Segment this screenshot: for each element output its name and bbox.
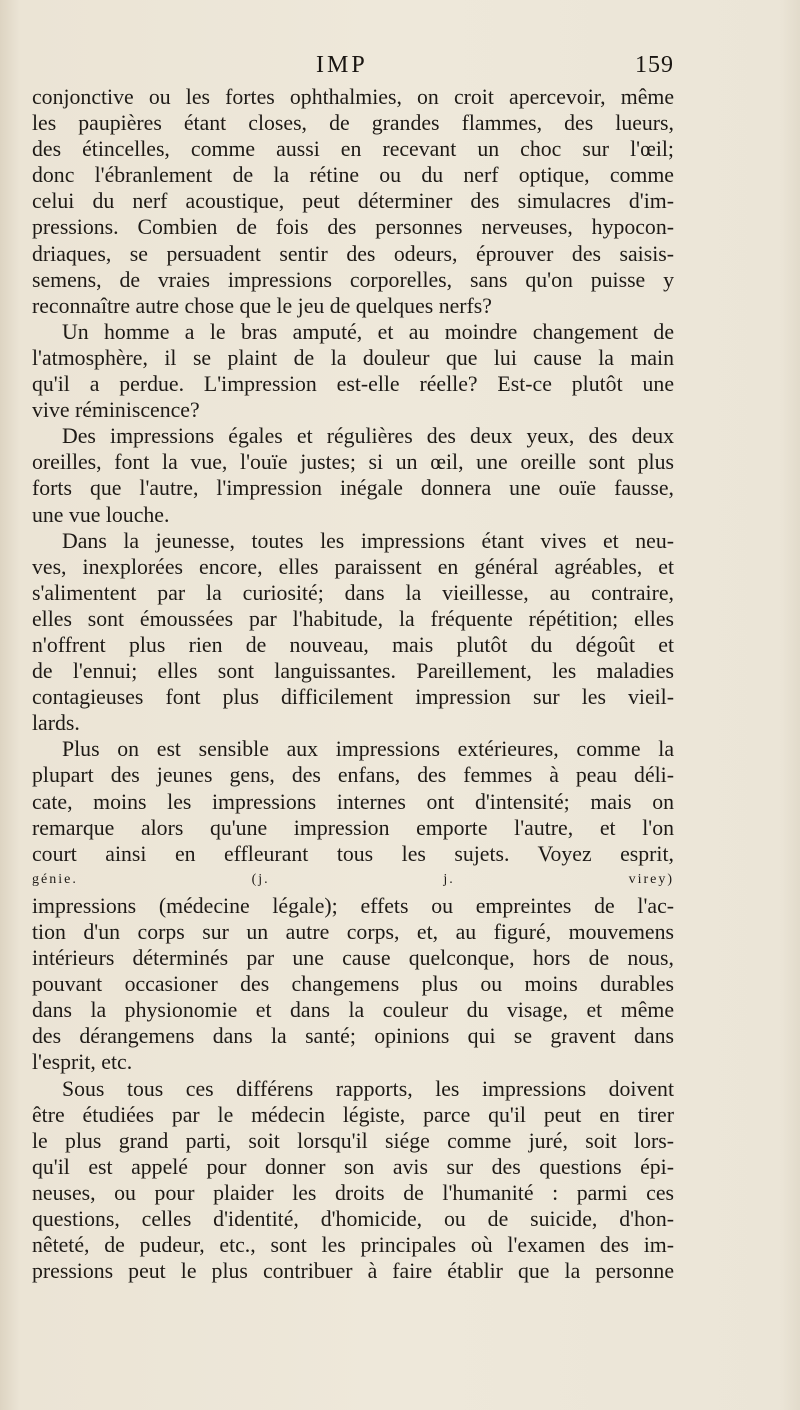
paragraph-start: Un homme a le bras amputé, et au moindre changement de [62, 319, 674, 344]
text-line: oreilles, font la vue, l'ouïe justes; si un œil, une oreille sont plus [32, 450, 674, 475]
paragraph-start: Dans la jeunesse, toutes les impressions étant vives et neu- [62, 528, 674, 553]
text-line: semens, de vraies impressions corporelles, sans qu'on puisse y [32, 267, 674, 292]
text-line: contagieuses font plus difficilement impression sur les vieil- [32, 685, 674, 710]
text-line: pouvant occasioner des changemens plus ou moins durables [32, 972, 674, 997]
text-line: cate, moins les impressions internes ont d'intensité; mais on [32, 789, 674, 814]
text-line: s'alimentent par la curiosité; dans la vieillesse, au contraire, [32, 580, 674, 605]
text-line: conjonctive ou les fortes ophthalmies, on croit apercevoir, même [32, 85, 674, 109]
text-line: dans la physionomie et dans la couleur du visage, et même [32, 998, 674, 1023]
text-line: court ainsi en effleurant tous les sujets. Voyez esprit, [32, 841, 674, 866]
text-line: donc l'ébranlement de la rétine ou du nerf optique, comme [32, 163, 674, 188]
text-line: neuses, ou pour plaider les droits de l'humanité : parmi ces [32, 1180, 674, 1205]
running-head [32, 52, 674, 84]
text-line: ves, inexplorées encore, elles paraissent en général agréables, et [32, 554, 674, 579]
text-line: forts que l'autre, l'impression inégale donnera une ouïe fausse, [32, 476, 674, 501]
paragraph-start: Des impressions égales et régulières des deux yeux, des deux [62, 424, 674, 449]
text-line: l'esprit, etc. [32, 1050, 133, 1075]
text-line: pressions. Combien de fois des personnes nerveuses, hypocon- [32, 215, 674, 240]
text-line: qu'il a perdue. L'impression est-elle réelle? Est-ce plutôt une [32, 372, 674, 397]
paragraph-start: Sous tous ces différens rapports, les impressions doivent [62, 1076, 674, 1101]
paragraph-start: Plus on est sensible aux impressions extérieures, comme la [62, 737, 674, 762]
text-line: vive réminiscence? [32, 398, 200, 423]
text-line: lards. [32, 711, 80, 736]
text-line: l'atmosphère, il se plaint de la douleur que lui cause la main [32, 345, 674, 370]
entry-head-line: impressions (médecine légale); effets ou empreintes de l'ac- [32, 893, 674, 918]
text-line: pressions peut le plus contribuer à faire établir que la personne [32, 1259, 674, 1284]
author-signature-line: génie. (j. j. virey) [32, 871, 674, 887]
text-line: celui du nerf acoustique, peut déterminer des simulacres d'im- [32, 189, 674, 214]
page-text [32, 52, 674, 1284]
text-line: questions, celles d'identité, d'homicide, ou de suicide, d'hon- [32, 1207, 674, 1232]
text-line: de l'ennui; elles sont languissantes. Pareillement, les maladies [32, 659, 674, 684]
text-line: des étincelles, comme aussi en recevant un choc sur l'œil; [32, 137, 674, 162]
text-line: intérieurs déterminés par une cause quelconque, hors de nous, [32, 946, 674, 971]
text-line: driaques, se persuadent sentir des odeurs, éprouver des saisis- [32, 241, 674, 266]
running-title: IMP [316, 52, 368, 78]
text-line: plupart des jeunes gens, des enfans, des femmes à peau déli- [32, 763, 674, 788]
text-line: elles sont émoussées par l'habitude, la fréquente répétition; elles [32, 606, 674, 631]
text-line: être étudiées par le médecin légiste, parce qu'il peut en tirer [32, 1102, 674, 1127]
text-line: les paupières étant closes, de grandes flammes, des lueurs, [32, 111, 674, 136]
text-line: nêteté, de pudeur, etc., sont les principales où l'examen des im- [32, 1233, 674, 1258]
text-line: des dérangemens dans la santé; opinions qui se gravent dans [32, 1024, 674, 1049]
text-line: remarque alors qu'une impression emporte l'autre, et l'on [32, 815, 674, 840]
text-line: reconnaître autre chose que le jeu de quelques nerfs? [32, 293, 492, 318]
text-line: qu'il est appelé pour donner son avis sur des questions épi- [32, 1154, 674, 1179]
page-number: 159 [635, 52, 674, 78]
text-line: le plus grand parti, soit lorsqu'il siége comme juré, soit lors- [32, 1128, 674, 1153]
text-line: une vue louche. [32, 502, 170, 527]
text-line: n'offrent plus rien de nouveau, mais plutôt du dégoût et [32, 632, 674, 657]
text-line: tion d'un corps sur un autre corps, et, au figuré, mouvemens [32, 920, 674, 944]
